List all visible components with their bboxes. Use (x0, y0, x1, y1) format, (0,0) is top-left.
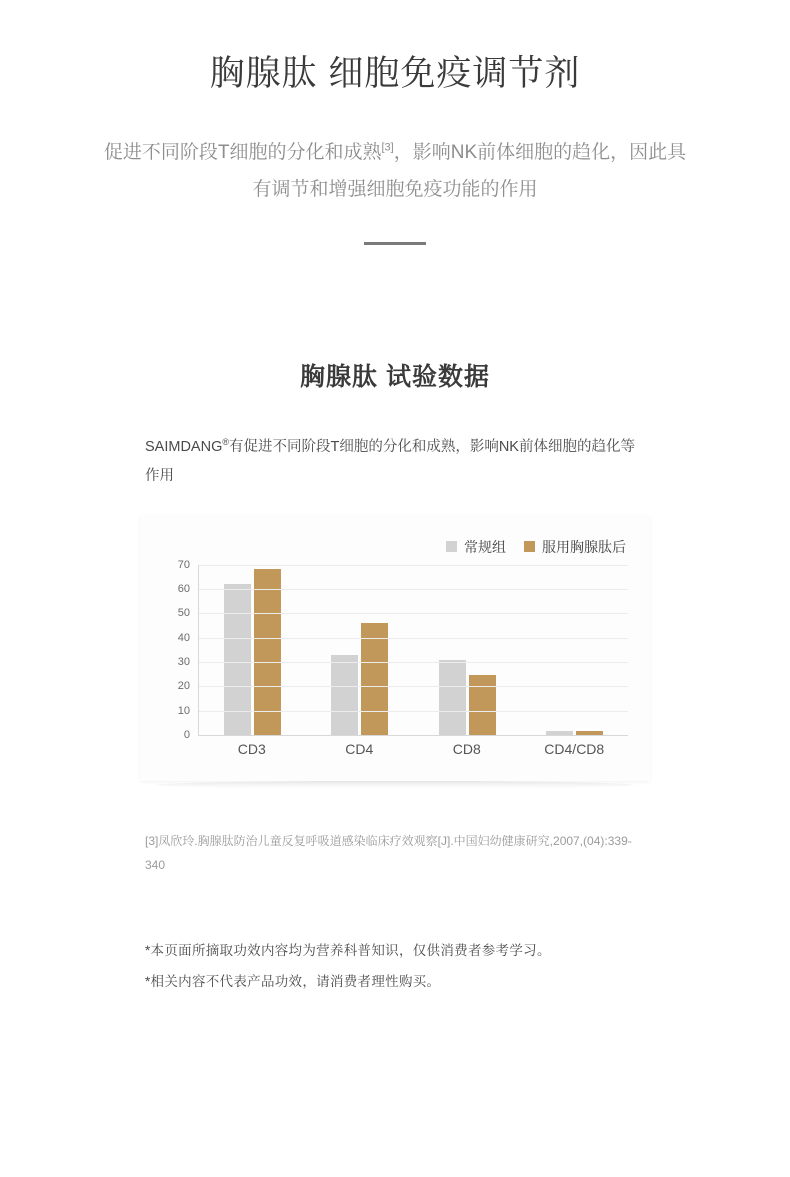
bar-series-1 (469, 675, 496, 735)
legend-item-series-1 (524, 537, 626, 557)
bar-series-0 (546, 731, 573, 735)
y-tick-label: 30 (177, 655, 190, 668)
page-title: 胸腺肽 细胞免疫调节剂 (209, 54, 581, 93)
x-tick-label: CD3 (237, 740, 266, 757)
bar-group (546, 565, 603, 735)
legend-swatch-series-0 (446, 541, 457, 552)
section-lead-text (145, 433, 645, 491)
y-tick-label: 50 (177, 607, 190, 620)
gridline (199, 565, 628, 566)
hero-subtitle-part2: ，影响NK前体细胞的趋化，因此具有调节和增强细胞免疫功能的作用 (252, 141, 687, 200)
y-tick-label: 20 (177, 680, 190, 693)
hero-subtitle-part1: 促进不同阶段T细胞的分化和成熟 (103, 141, 382, 163)
disclaimer-note-1: *本页面所摘取功效内容均为营养科普知识，仅供消费者参考学习。 (145, 942, 551, 958)
divider (364, 242, 426, 245)
disclaimer-notes (145, 935, 645, 997)
bar-groups (199, 565, 628, 735)
bar-series-0 (439, 660, 466, 735)
gridline (199, 711, 628, 712)
x-tick-label: CD4/CD8 (544, 740, 605, 757)
x-tick-label: CD4 (345, 740, 374, 757)
plot-canvas (198, 565, 628, 736)
chart-plot-area (164, 558, 632, 765)
bar-group (224, 565, 281, 735)
bar-series-0 (224, 584, 251, 735)
citation-text: [3]凤欣玲.胸腺肽防治儿童反复呼吸道感染临床疗效观察[J].中国妇幼健康研究,2007,(04):339-340 (145, 833, 632, 872)
section-title: 胸腺肽 试验数据 (300, 362, 490, 391)
y-tick-label: 60 (177, 583, 190, 596)
legend-swatch-series-1 (524, 541, 535, 552)
gridline (199, 589, 628, 590)
hero-subtitle-footnote-marker: [3] (381, 141, 394, 154)
y-tick-label: 0 (183, 728, 190, 741)
card-shadow (156, 781, 634, 789)
bar-series-0 (331, 655, 358, 735)
bar-group (331, 565, 388, 735)
legend-label-series-0: 常规组 (464, 538, 506, 555)
hero-section (0, 0, 790, 245)
gridline (199, 662, 628, 663)
y-tick-label: 10 (177, 704, 190, 717)
gridline (199, 613, 628, 614)
section-lead-rest: 有促进不同阶段T细胞的分化和成熟，影响NK前体细胞的趋化等作用 (145, 438, 635, 484)
registered-mark-icon: ® (222, 437, 229, 448)
gridline (199, 638, 628, 639)
legend-item-series-0 (446, 537, 506, 557)
bar-group (439, 565, 496, 735)
chart-card (140, 515, 650, 781)
bar-series-1 (576, 731, 603, 735)
x-tick-label: CD8 (452, 740, 481, 757)
legend-label-series-1: 服用胸腺肽后 (542, 538, 626, 555)
disclaimer-note-2: *相关内容不代表产品功效，请消费者理性购买。 (145, 973, 441, 989)
bar-series-1 (361, 623, 388, 735)
chart-legend (158, 537, 632, 557)
gridline (199, 686, 628, 687)
brand-name: SAIMDANG (145, 438, 223, 455)
y-tick-label: 70 (177, 558, 190, 571)
hero-subtitle (95, 134, 695, 208)
y-tick-label: 40 (177, 631, 190, 644)
y-axis (164, 558, 194, 741)
x-axis (198, 741, 628, 757)
